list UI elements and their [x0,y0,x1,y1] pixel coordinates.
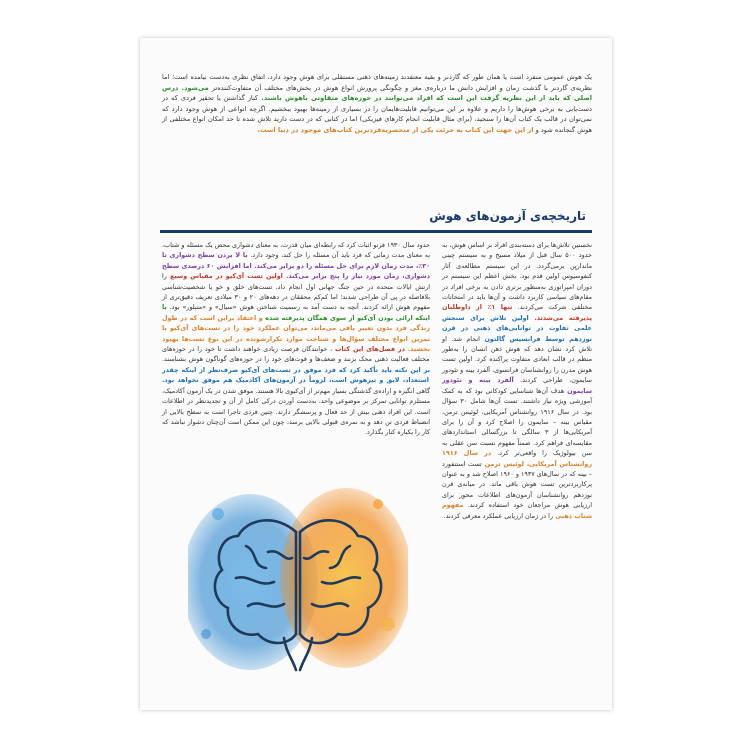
intro-text-3: اگرچه انواعی از هوش وجود دارد که نمی‌توان در قالب یک کتاب آن‌ها را سنجید، (برای مثال قابلیت انجام کارهای فیزیکی) اما در کتابی که در دست دارید تلاش شده تا حد امکان انواع مختلفی از هوش گنجانده شود و [162,104,592,134]
left-text-2: را ارتش ایالات متحده در حین جنگ جهانی اول انجام داد. تست‌های خلق و خو یا شخصیت‌شناسی بلافاصله در پی آن طراحی شدند؛ اما کم‌کم محققان در دهه‌های ۲۰ و ۳۰ میلادی تعریف دقیق‌تری از مفهوم هوش ارائه کردند. آنچه به دست آمد به رسمیت شناختن هوش «سیال» و «متبلور» بود. [162,272,430,312]
right-highlight-4: در سال ۱۹۱۶ روانشناس آمریکایی، لوئیس ترمن [442,449,592,468]
left-text-1: حدود سال ۱۹۳۰ فرنو اثبات کرد که رابطه‌ای میان قدرت، به معنای دشواری محض یک مسئله و شتاب، به معنای مدت زمانی که فرد باید آن مسئله را حل کند، وجود دارد. [162,241,431,260]
right-highlight-3: آلفرد بینه و تئودور سایمون [442,376,592,395]
left-highlight-4: و اعتقاد براین است که در طول زندگی فرد بدون تغییر باقی می‌ماند، می‌توان عملکرد خود را در تست‌های آی‌کیو با تمرین انواع مختلف سؤال‌ها و شناخت موارد تکرارشونده در این نوع تست‌ها بهبود بخشید. [162,313,430,354]
right-text-3: هدف آن‌ها شناسایی کودکانی بود که به کمک آموزشی ویژه نیاز داشتند. تست آن‌ها شامل ۳۰ سؤال بود. در سال ۱۹۱۶ روانشناس آمریکایی، لوئیس ترمن، مقیاس بینه – سایمون را اصلاح کرد و آن را برای آمریکایی‌ها از ۳ سالگی تا بزرگسالی استانداردهای مقایسه‌ای فراهم کرد. ضمناً مفهوم نسبت سن عقلی به سن بیولوژیک را واقعی‌تر کرد. [442,386,593,458]
left-column [162,240,430,438]
right-text-5: را در زمان ارزیابی عملکرد معرفی کردند. [443,511,554,520]
left-highlight-2: اولین تست آی‌کیو در مقیاس وسیع [166,272,283,281]
intro-highlight-2: از این جهت این کتاب به جرئت یکی از منحصربه‌فردترین کتاب‌های موجود در دنیا است. [257,125,534,134]
right-highlight-2: اولین تلاش برای سنجش علمی تفاوت در توانایی‌های ذهنی در قرن نوزدهم توسط فرانسیس گالتون [442,313,592,343]
left-highlight-5: در فصل‌های این کتاب [332,345,405,354]
left-highlight-3: با اینکه ارائی بودن آی‌کیو از سوی همگان پذیرفته شده [162,303,431,322]
right-highlight-1: تنها ۱٪ از داوطلبان پذیرفته می‌شدند. [442,303,592,322]
left-highlight-6: بر این نکته باید تأکید کرد که فرد موفق در تست‌های آی‌کیو صرف‌نظر از اینکه چقدر استعداد، لایق و تیزهوش است، لزوماً در آزمون‌های آکادمیک هم موفق نخواهد بود. [162,365,430,385]
intro-text-1: یک هوش عمومی منفرد است یا همان طور که گاردنر و بقیه معتقدند زمینه‌های ذهنی مستقلی برای هوش وجود دارد، اتفاق نظری به‌دست نیامده است؛ اما نظریه‌ی گاردنر با گذشت زمان و افزایش دانش ما درباره‌ی مغز و چگونگی پرورش انواع هوش در بخش‌های مختلف آن متفاوت‌کننده‌تر [162,73,592,92]
right-text-2: انجام شد. او تلاش کرد نشان دهد که هوش ذهن انسان را به‌طور منظم در قالب ابعادی متفاوت پراکنده کرد. اولین تست هوش مدرن را روانشناسان فرانسوی، آلفرد بینه و تئودور سایمون، طراحی کردند. [442,334,593,385]
intro-paragraph [162,72,592,136]
section-title-bar [160,208,592,233]
intro-text-2: کنار گذاشتن یا تحقیر فردی که در دست‌یابی به برخی هوش‌ها را داریم و علاوه بر این می‌توانیم قابلیت‌هایمان را در بسیاری از زمینه‌ها بهبود ببخشیم. [162,94,592,113]
brain-illustration [188,474,408,696]
left-text-4: گاهی انگیزه و اراده‌ی گذشتگی بسیار مهم‌تر از آی‌کیوی بالا هستند. موفق شدن در یک آزمون آکادمیک، مستلزم توانایی تمرکز بر موضوعی واحد، به‌دست آوردن درکی کامل از آن و تجدیدنظر در اطلاعات است. این افراد ذهنی بیش از حد فعال و پرسشگر دارند. چنین فردی تاجرا است به سطح بالایی از انضباط فردی تن دهد و به نمره‌ی قبولی بالایی برسد، چون این ممکن است آن‌چنان دشوار نباشد که کار را یکباره کنار بگذارد. [162,386,430,437]
right-text-4: تست استنفورد – بینه که در سال‌های ۱۹۳۷ و ۱۹۶۰ اصلاح شد و به عنوان پرکاربردترین تست هوش باقی ماند. در میانه‌ی قرن نوزدهم روانشناسان آزمون‌های اطلاعات محور برای ارزیابی هوش مراجعان خود استفاده کردند. [442,459,592,510]
left-text-3: ، خوانندگان فرصت زیادی خواهند داشت تا خود را در حوزه‌های مختلف فعالیت ذهنی محک بزنند و ضعف‌ها و قوت‌های خود را در حوزه‌های گوناگون هوش بشناسند. [162,345,430,364]
intro-highlight-1: می‌شود. درس اصلی که باید از این نظریه گرفت این است که افراد می‌توانند در حوزه‌های متفاوتی باهوش باشند. [162,83,592,103]
right-column [442,240,592,521]
section-title: تاریخچه‌ی آزمون‌های هوش [429,209,586,223]
book-page [140,38,612,710]
left-highlight-1: با لا بردن سطح دشواری تا ۳۰٪، مدت زمان لازم برای حل مسئله را دو برابر می‌کند. اما افزایش ۶۰ درصدی سطح دشواری، زمان مورد نیاز را پنج برابر می‌کند. [162,251,430,281]
right-text-1: نخستین تلاش‌ها برای دسته‌بندی افراد بر اساس هوش، به حدود ۵۰۰ سال قبل از میلاد مسیح و به سیستم چینی مانداریِن برمی‌گردد. در این سیستم مطالعه‌ی آثار کنفوسیوس اولین قدم بود. بخش اعظم این سیستم در دوران امپراتوری به‌منظور برتری دادن به برخی افراد در مقام‌های سیاسی کاربرد داشت و آن‌ها باید در امتحانات مختلفی شرکت می‌کردند. [442,241,592,312]
right-highlight-5: مفهوم شتاب ذهنی [442,501,592,520]
